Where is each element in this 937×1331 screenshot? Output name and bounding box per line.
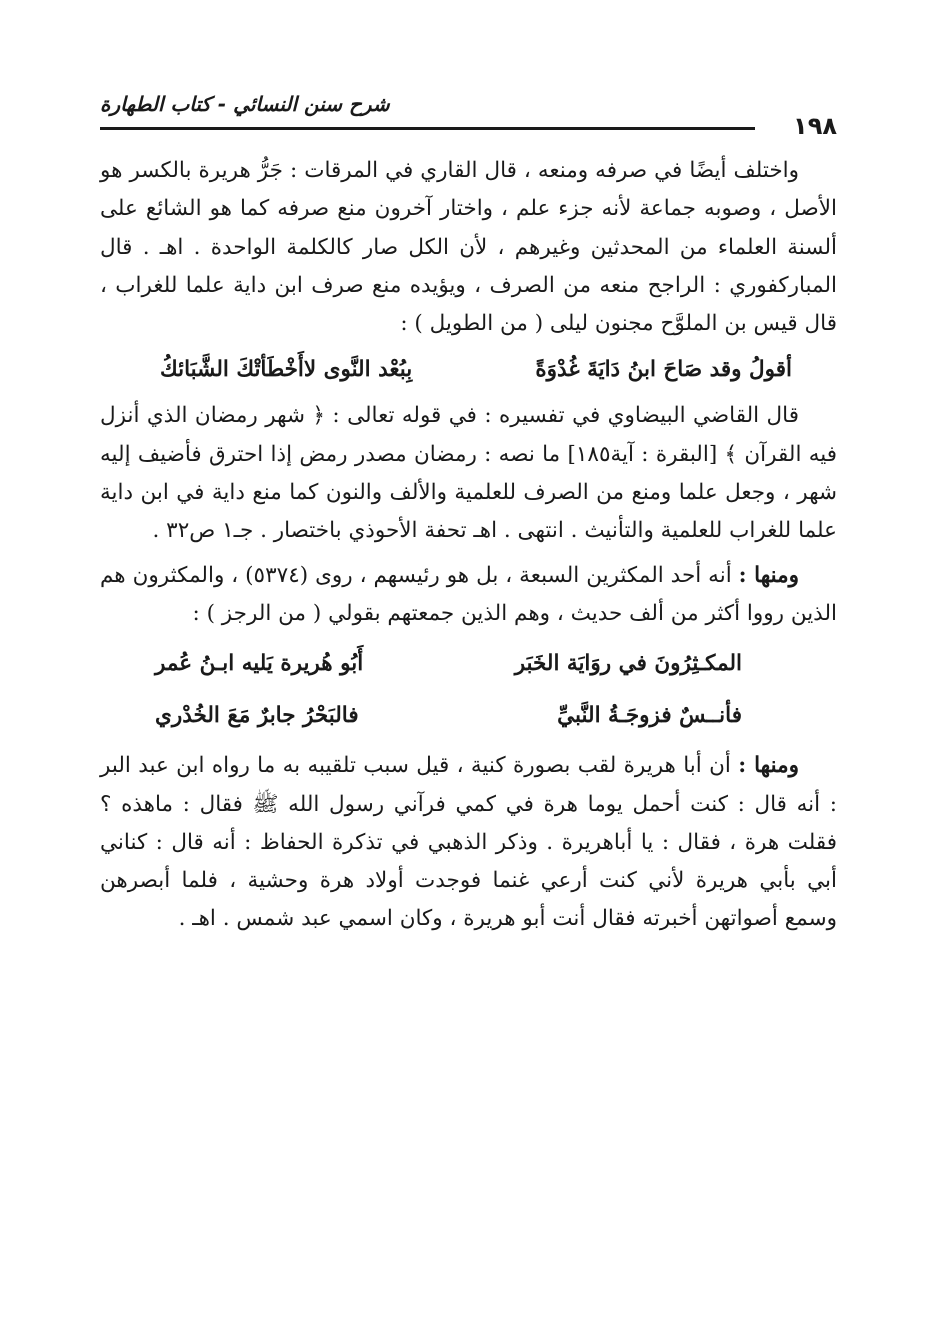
paragraph-4-text: أن أبا هريرة لقب بصورة كنية ، قيل سبب تلقيبه به ما رواه ابن عبد البر : أنه قال : كنت أحمل يوما هرة في كمي فرآني رسول الله ﷺ فقال : ماهذه ؟ فقلت هرة ، فقال : يا أباهريرة . وذكر الذهبي في تذكرة الحفاظ : أنه قال : كناني أبي بأبي هريرة لأني كنت أرعي غنما فوجدت أولاد هرة وحشية ، فلما أبصرهن وسمع أصواتهن أخبرته فقال أنت أبو هريرة ، وكان اسمي عبد شمس . اهـ .	[100, 753, 837, 932]
verse-1-second-hemistich: بِبُعْد النَّوى لاأَخْطَأتْكَ الشَّبَائكُ	[160, 357, 413, 383]
verse-block-2	[100, 641, 837, 739]
verse-1-first-hemistich: أقولُ وقد صَاحَ ابنُ دَايَةَ غُدْوَةً	[535, 357, 792, 383]
paragraph-4	[100, 747, 837, 938]
verse-line-3	[100, 693, 837, 739]
paragraph-2: قال القاضي البيضاوي في تفسيره : في قوله تعالى : ﴿ شهر رمضان الذي أنزل فيه القرآن ﴾ [البقرة : آية١٨٥] ما نصه : رمضان مصدر رمض إذا احترق فأضيف إليه شهر ، وجعل علما ومنع من الصرف للعلمية والألف والنون كما منع داية في ابن داية علما للغراب للعلمية والتأنيث . انتهى . اهـ تحفة الأحوذي باختصار . جـ١ ص٣٢ .	[100, 403, 837, 544]
paragraph-3-text: أنه أحد المكثرين السبعة ، بل هو رئيسهم ، روى (٥٣٧٤) ، والمكثرون هم الذين رووا أكثر من ألف حديث ، وهم الذين جمعتهم بقولي ( من الرجز ) :	[100, 562, 837, 626]
running-title: شرح سنن النسائي - كتاب الطهارة	[100, 92, 390, 116]
paragraph-3-lead: ومنها :	[738, 562, 799, 588]
verse-3-second-hemistich: فالبَحْرُ جابرٌ مَعَ الخُدْري	[155, 703, 359, 729]
verse-3-first-hemistich: فأنــسٌ فزوجَـةُ النَّبيِّ	[557, 703, 742, 729]
paragraph-1: واختلف أيضًا في صرفه ومنعه ، قال القاري في المرقات : جَرُّ هريرة بالكسر هو الأصل ، وصوبه جماعة لأنه جزء علم ، واختار آخرون منع صرفه كما هو الشائع على ألسنة العلماء من المحدثين وغيرهم ، لأن الكل صار كالكلمة الواحدة . اهـ . قال المباركفوري : الراجح منعه من الصرف ، ويؤيده منع صرف ابن داية علما للغراب ، قال قيس بن الملوَّح مجنون ليلى ( من الطويل ) :	[100, 158, 837, 337]
page-header	[100, 92, 837, 142]
verse-line-1	[100, 351, 837, 389]
header-rule	[100, 127, 755, 130]
page-body	[100, 152, 837, 939]
page-number: ١٩٨	[793, 112, 837, 140]
verse-line-2	[100, 641, 837, 687]
verse-2-second-hemistich: أَبُو هُريرة يَليه ابـنُ عُمر	[155, 651, 364, 677]
paragraph-3	[100, 557, 837, 634]
verse-2-first-hemistich: المكـثِرُونَ في روَايَة الخَبَر	[514, 651, 742, 677]
paragraph-4-lead: ومنها :	[738, 753, 799, 779]
